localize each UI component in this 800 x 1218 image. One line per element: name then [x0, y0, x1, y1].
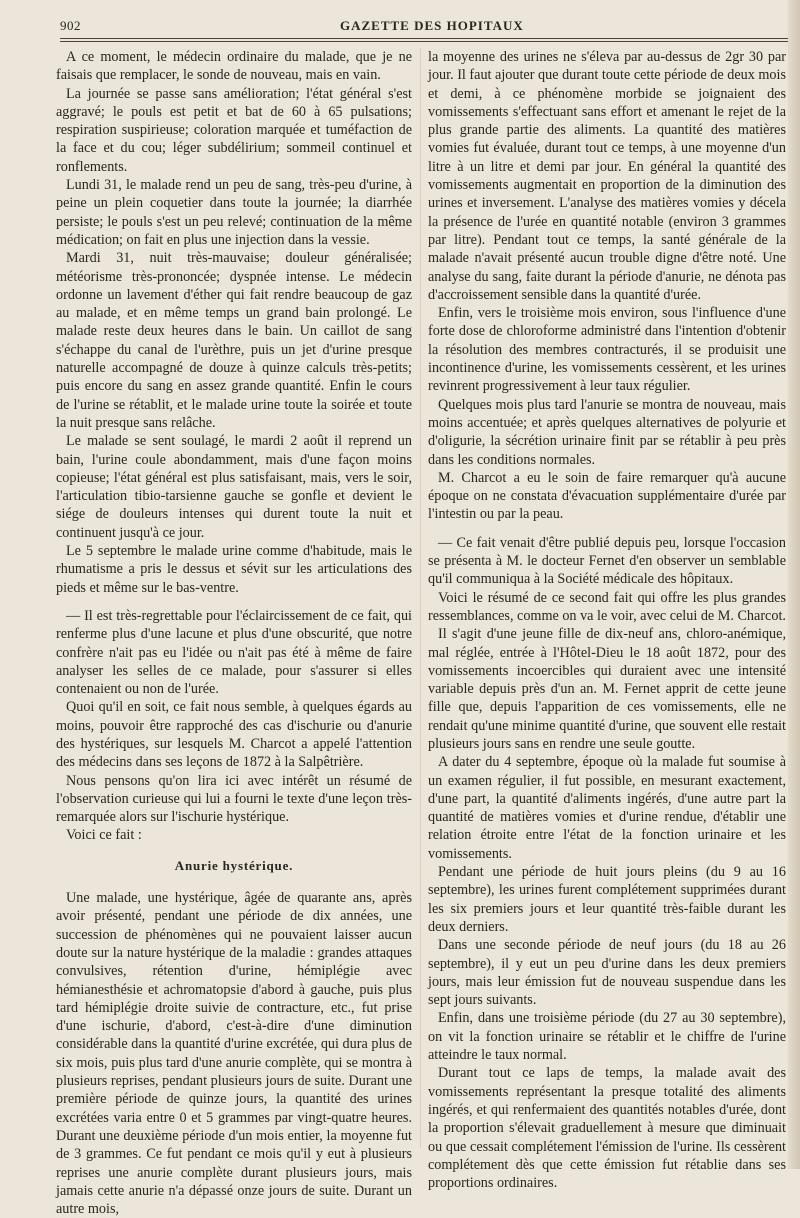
paragraph: Mardi 31, nuit très-mauvaise; douleur généralisée; météorisme très-prononcée; dyspnée intense. Le médecin ordonne un lavement d'éther qui fait rendre beaucoup de gaz au malade, et en même temps un grand bain prolongé. Le malade reste deux heures dans le bain. Un caillot de sang s'échappe du canal de l'urèthre, puis un jet d'urine presque naturelle accompagné de douze à quinze calculs très-petits; puis encore du sang en assez grande quantité. Enfin le cours de l'urine se rétablit, et le malade urine toute la soirée et toute la nuit presque sans relâche. — [56, 250, 412, 431]
paragraph: Le 5 septembre le malade urine comme d'habitude, mais le rhumatisme a pris le dessus et sévit sur les articulations des pieds et même sur le bas-ventre. — [56, 543, 412, 596]
paragraph: Voici ce fait : — [66, 827, 142, 844]
paragraph: Quelques mois plus tard l'anurie se montra de nouveau, mais moins accentuée; et après quelques alternatives de polyurie et d'oligurie, la sécrétion urinaire finit par se rétablir à peu près dans les conditions normales. — [428, 396, 786, 468]
paragraph: Voici le résumé de ce second fait qui offre les plus grandes ressemblances, comme on va le voir, avec celui de M. Charcot. — [428, 589, 786, 624]
paragraph: Lundi 31, le malade rend un peu de sang, très-peu d'urine, à peine un plein coquetier dans toute la journée; la diarrhée persiste; le pouls s'est un peu relevé; continuation de la même médication; on fait en plus une injection dans la vessie. — [56, 177, 412, 248]
paragraph: A dater du 4 septembre, époque où la malade fut soumise à un examen régulier, il fut possible, en mesurant exactement, d'une part, la quantité d'aliments ingérés, d'une autre part la quantité de matières vomies et d'urine rendue, d'établir une relation étroite entre l'état de la fonction urinaire et les vomissements. — [428, 754, 786, 862]
paragraph: Enfin, dans une troisième période (du 27 au 30 septembre), on vit la fonction urinaire se rétablir et le chiffre de l'urine atteindre le taux normal. — [428, 1010, 786, 1064]
paragraph: — Ce fait venait d'être publié depuis peu, lorsque l'occasion se présenta à M. le docteur Fernet d'en observer un semblable qu'il communiqua à la Société médicale des hôpitaux. — [428, 534, 786, 588]
page-edge-shadow — [788, 0, 800, 1169]
header-rule — [60, 38, 800, 39]
paragraph: A ce moment, le médecin ordinaire du malade, que je ne faisais que remplacer, le sonde de nouveau, mais en vain. — [56, 49, 412, 84]
paragraph: Il s'agit d'une jeune fille de dix-neuf ans, chloro-anémique, mal réglée, entrée à l'Hôtel-Dieu le 18 août 1872, pour des vomissements incoercibles qui duraient avec une intensité variable depuis près d'un an. M. Fernet apprit de cette jeune fille que, depuis l'apparition de ces vomissements, elle ne rendait qu'une minime quantité d'urine, que souvent elle restait plusieurs jours sans en rendre une seule goutte. — [428, 626, 786, 752]
paragraph: Durant tout ce laps de temps, la malade avait des vomissements représentant la presque totalité des aliments ingérés, et qui renfermaient des quantités notables d'urée, dont la proportion s'élevait graduellement à mesure que diminuait ou que cessait complétement l'émission de l'urine. Ils cessèrent complétement dès que cette émission fut rétablie dans ses proportions ordinaires. — [428, 1065, 786, 1192]
section-heading: Anurie hystérique. — [174, 857, 294, 873]
paragraph: Le malade se sent soulagé, le mardi 2 août il reprend un bain, l'urine coule abondamment, mais d'une façon moins copieuse; l'état général est plus satisfaisant, mais, vers le soir, l'articulation tibio-tarsienne gauche se gonfle et devient le siége de douleurs intenses qui durent toute la nuit et continuent jusqu'à ce jour. — [56, 433, 412, 541]
paragraph: Une malade, une hystérique, âgée de quarante ans, après avoir présenté, pendant une période de dix années, une succession de phénomènes qui ne pouvaient laisser aucun doute sur la nature hystérique de la maladie : grandes attaques convulsives, rétention d'urine, hémiplégie avec hémianesthésie et achromatopsie d'abord à gauche, puis plus tard hémiplégie droite suivie de contracture, etc., fut prise d'une ischurie, d'abord, c'est-à-dire d'une diminution considérable dans la quantité d'urine excrétée, qui dura plus de six mois, puis plus tard d'une anurie complète, qui se montra à plusieurs reprises, pendant plusieurs jours de suite. Durant une première période de quinze jours, la quantité des urines excrétées varia entre 0 et 5 grammes par vingt-quatre heures. Durant une deuxième période d'un mois entier, la moyenne fut de 3 grammes. Ce fut pendant ce mois qu'il y eut à plusieurs reprises une anurie complète durant plusieurs jours, mais jamais cette anurie n'a dépassé onze jours de suite. Durant un autre mois, — [56, 890, 412, 1218]
page-number: 902 — [60, 18, 81, 33]
paragraph: la moyenne des urines ne s'éleva par au-dessus de 2gr 30 par jour. Il faut ajouter que durant toute cette période de deux mois et demi, à ce phénomène morbide se joignaient des vomissements s'effectuant sans effort et amenant le rejet de la plus grande partie des aliments. La quantité des matières vomies fut évaluée, durant tout ce temps, à une moyenne d'un litre à un litre et demi par jour. En général la quantité des vomissements augmentait en proportion de la diminution des urines et inversement. L'analyse des matières vomies y décela la présence de l'urée en quantité notable (environ 3 grammes par litre). Pendant tout ce temps, la santé générale de la malade n'avait présenté aucun trouble digne d'être noté. Une analyse du sang, faite durant la période d'anurie, ne dénota pas d'accroissement sensible dans la quantité d'urée. — [428, 49, 786, 303]
paragraph: Quoi qu'il en soit, ce fait nous semble, à quelques égards au moins, pouvoir être rapproché des cas d'ischurie ou d'anurie des hystériques, sur lesquels M. Charcot a appelé l'attention des médecins dans ses leçons de 1872 à la Salpêtrière. — [56, 699, 412, 771]
paragraph: M. Charcot a eu le soin de faire remarquer qu'à aucune époque on ne constata d'évacuation supplémentaire d'urée par l'intestin ou par la peau. — [428, 469, 786, 523]
paragraph: La journée se passe sans amélioration; l'état général s'est aggravé; le pouls est petit et bat de 60 à 65 pulsations; respiration suspirieuse; coloration marquée et tuméfaction de la face et du cou; léger subdélirium; sommeil continuel et ronflements. — [56, 85, 412, 175]
left-column — [56, 48, 412, 1218]
column-divider — [420, 48, 421, 1148]
page-header — [60, 14, 800, 38]
paragraph: Enfin, vers le troisième mois environ, sous l'influence d'une forte dose de chloroforme administré dans l'intention d'obtenir la résolution des membres contracturés, il se produisit une incontinence d'urine, les vomissements cessèrent, et les urines revinrent progressivement à leur taux régulier. — [428, 305, 786, 395]
journal-title: GAZETTE DES HOPITAUX — [340, 18, 524, 33]
paragraph: — Il est très-regrettable pour l'éclaircissement de ce fait, qui renferme plus d'une lacune et plus d'une obscurité, que notre confrère n'ait pas eu l'idée ou n'ait pas été à même de faire analyser les selles de ce malade, pour s'assurer si elles contenaient ou non de l'urée. — [56, 607, 412, 698]
right-column — [428, 48, 786, 1192]
header-rule-double — [60, 41, 800, 42]
paragraph: Nous pensons qu'on lira ici avec intérêt un résumé de l'observation curieuse qui lui a fourni le texte d'une leçon très-remarquée alors sur l'ischurie hystérique. — [56, 772, 412, 826]
paragraph: Dans une seconde période de neuf jours (du 18 au 26 septembre), il y eut un peu d'urine dans les deux premiers jours, mais leur émission fut de nouveau suspendue dans les sept jours suivants. — [428, 937, 786, 1009]
paragraph: Pendant une période de huit jours pleins (du 9 au 16 septembre), les urines furent complétement supprimées durant les six premiers jours et leur quantité très-faible durant les deux derniers. — [428, 864, 786, 935]
